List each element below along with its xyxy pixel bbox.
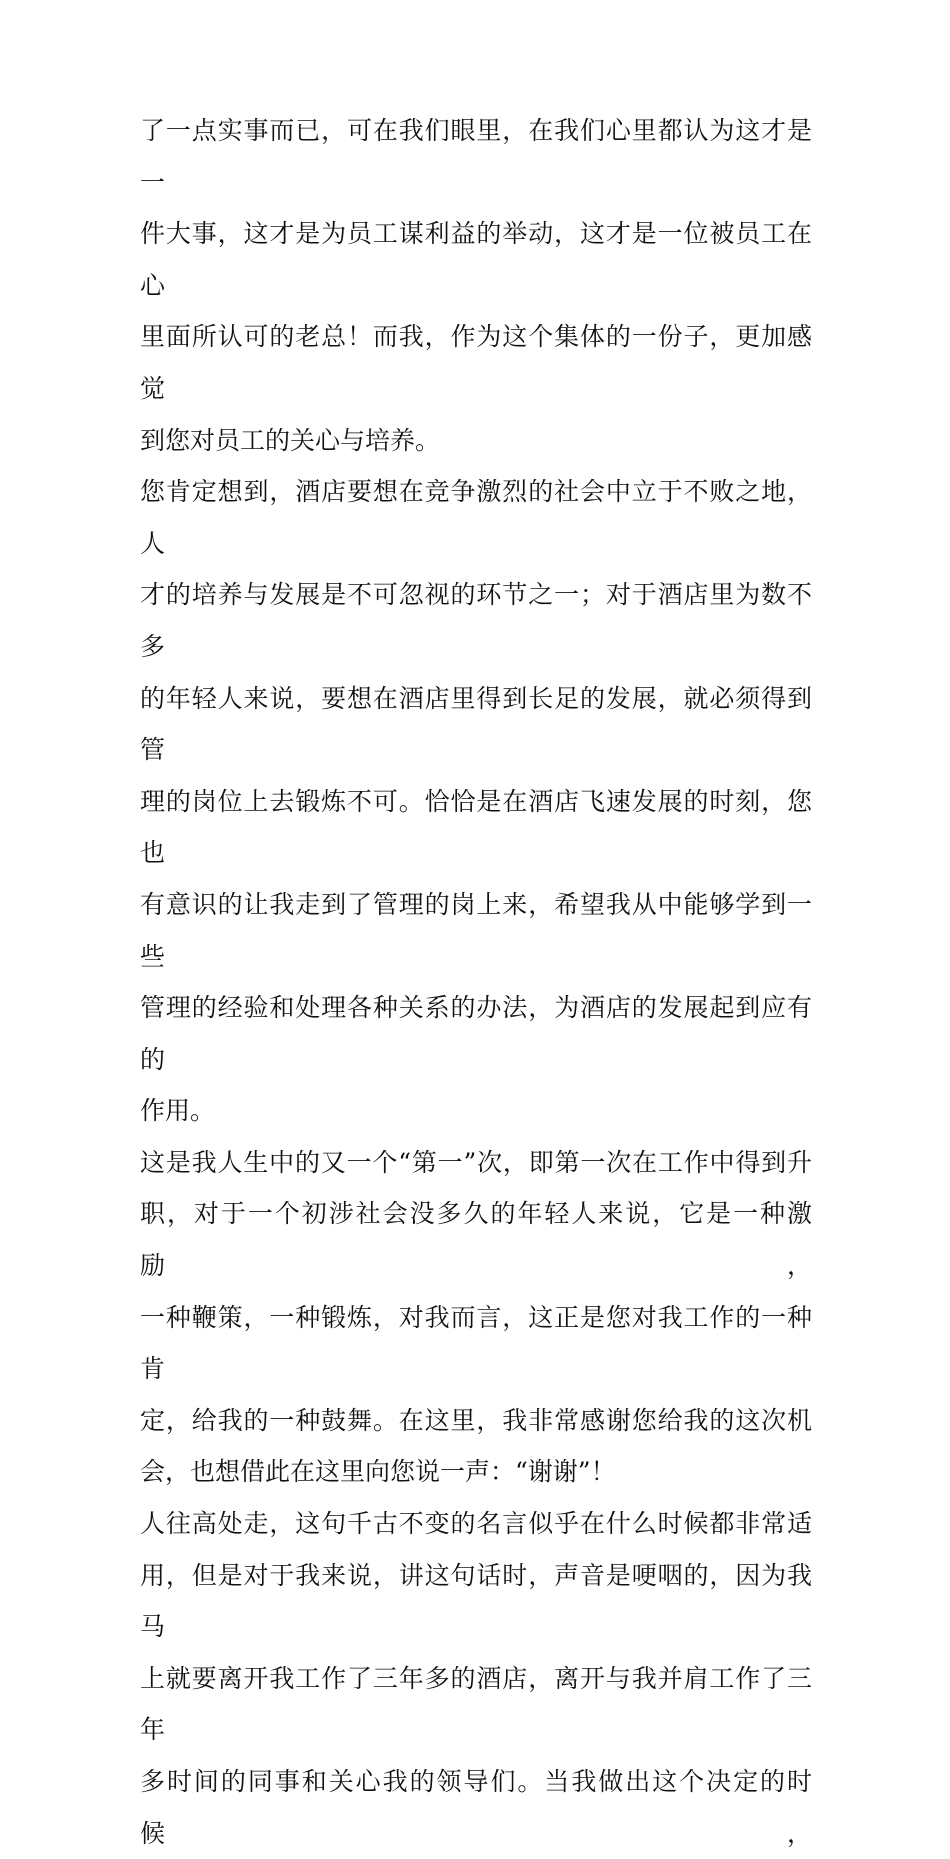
paragraph-line: 件大事，这才是为员工谋利益的举动，这才是一位被员工在心	[140, 219, 812, 300]
document-body	[140, 105, 820, 1859]
paragraph-line: 有意识的让我走到了管理的岗上来，希望我从中能够学到一些	[140, 889, 812, 971]
paragraph-1	[140, 105, 820, 466]
paragraph-line: 您肯定想到，酒店要想在竞争激烈的社会中立于不败之地，人	[140, 477, 812, 558]
paragraph-3	[140, 1137, 820, 1498]
paragraph-line: 人往高处走，这句千古不变的名言似乎在什么时候都非常适	[140, 1509, 812, 1539]
paragraph-line: 理的岗位上去锻炼不可。恰恰是在酒店飞速发展的时刻，您也	[140, 786, 812, 868]
paragraph-line: 才的培养与发展是不可忽视的环节之一；对于酒店里为数不多	[140, 580, 812, 661]
paragraph-line: 上就要离开我工作了三年多的酒店，离开与我并肩工作了三年	[140, 1663, 812, 1745]
paragraph-line: 用，但是对于我来说，讲这句话时，声音是哽咽的，因为我马	[140, 1560, 812, 1642]
paragraph-2	[140, 466, 820, 1137]
paragraph-line: 这是我人生中的又一个“第一”次，即第一次在工作中得到升	[140, 1147, 812, 1177]
paragraph-line: 管理的经验和处理各种关系的办法，为酒店的发展起到应有的	[140, 993, 812, 1074]
paragraph-line: 职，对于一个初涉社会没多久的年轻人来说，它是一种激励，	[140, 1199, 812, 1281]
paragraph-line: 的年轻人来说，要想在酒店里得到长足的发展，就必须得到管	[140, 683, 812, 765]
paragraph-line: 到您对员工的关心与培养。	[140, 425, 441, 455]
paragraph-4	[140, 1498, 820, 1859]
paragraph-line: 多时间的同事和关心我的领导们。当我做出这个决定的时候，	[140, 1767, 812, 1848]
paragraph-line: 一种鞭策，一种锻炼，对我而言，这正是您对我工作的一种肯	[140, 1302, 812, 1384]
paragraph-line: 会，也想借此在这里向您说一声：“谢谢”！	[140, 1457, 616, 1487]
paragraph-line: 作用。	[140, 1096, 216, 1126]
paragraph-line: 里面所认可的老总！而我，作为这个集体的一份子，更加感觉	[140, 322, 812, 403]
paragraph-line: 了一点实事而已，可在我们眼里，在我们心里都认为这才是一	[140, 116, 812, 197]
paragraph-line: 定，给我的一种鼓舞。在这里，我非常感谢您给我的这次机	[140, 1405, 812, 1435]
